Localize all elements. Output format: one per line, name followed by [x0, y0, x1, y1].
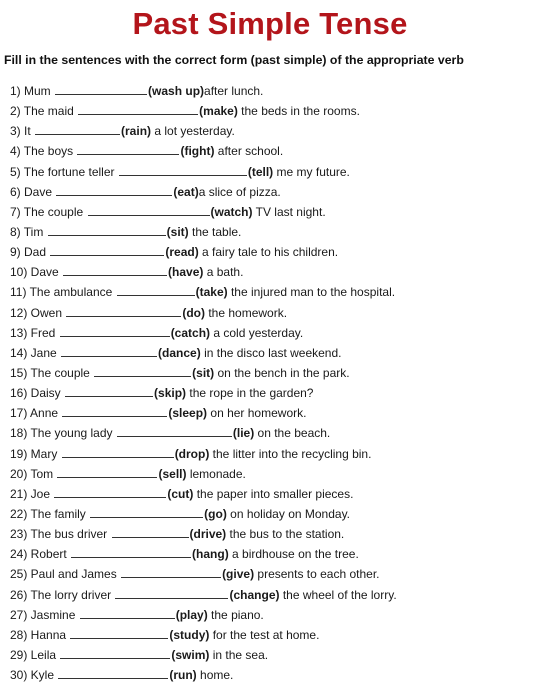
verb-hint: (sleep): [168, 406, 208, 421]
verb-hint: (hang): [192, 547, 229, 562]
verb-hint: (drive): [189, 527, 227, 542]
verb-hint: (swim): [171, 647, 210, 662]
exercise-subject: 13) Fred: [10, 325, 59, 340]
exercise-subject: 3) It: [10, 124, 35, 139]
exercise-subject: 19) Mary: [10, 446, 61, 461]
exercise-subject: 10) Dave: [10, 265, 63, 280]
exercise-item-6: [10, 182, 535, 202]
verb-hint: (go): [204, 506, 227, 521]
verb-hint: (change): [229, 587, 280, 602]
exercise-rest: the wheel of the lorry.: [279, 587, 397, 602]
exercise-rest: a bath.: [203, 265, 244, 280]
exercise-subject: 16) Daisy: [10, 386, 65, 401]
exercise-item-9: [10, 242, 535, 262]
exercise-subject: 25) Paul and James: [10, 567, 121, 582]
exercise-rest: a lot yesterday.: [151, 124, 235, 139]
answer-blank[interactable]: [117, 424, 232, 437]
answer-blank[interactable]: [90, 505, 203, 518]
verb-hint: (cut): [167, 486, 194, 501]
verb-hint: (sell): [158, 466, 187, 481]
exercise-subject: 15) The couple: [10, 365, 94, 380]
verb-hint: (drop): [174, 446, 210, 461]
exercise-item-1: [10, 81, 535, 101]
exercise-item-12: [10, 303, 535, 323]
verb-hint: (watch): [210, 204, 253, 219]
exercise-item-23: [10, 524, 535, 544]
answer-blank[interactable]: [61, 344, 157, 357]
exercise-subject: 1) Mum: [10, 84, 55, 98]
exercise-rest: in the disco last weekend.: [200, 345, 342, 360]
exercise-subject: 17) Anne: [10, 406, 62, 421]
exercise-item-17: [10, 403, 535, 423]
exercise-rest: the litter into the recycling bin.: [209, 446, 372, 461]
exercise-subject: 28) Hanna: [10, 627, 70, 642]
exercise-rest: the paper into smaller pieces.: [193, 486, 354, 501]
exercise-item-10: [10, 262, 535, 282]
answer-blank[interactable]: [50, 243, 164, 256]
answer-blank[interactable]: [62, 445, 174, 458]
exercise-rest: TV last night.: [252, 204, 326, 219]
verb-hint: (play): [175, 607, 208, 622]
verb-hint: (tell): [247, 164, 274, 179]
exercise-rest: a fairy tale to his children.: [198, 245, 339, 260]
exercise-item-20: [10, 464, 535, 484]
exercise-rest: after lunch.: [204, 84, 264, 98]
exercise-item-22: [10, 504, 535, 524]
exercise-item-25: [10, 564, 535, 584]
exercise-item-16: [10, 383, 535, 403]
exercise-rest: on the beach.: [254, 426, 331, 441]
exercise-item-19: [10, 444, 535, 464]
verb-hint: (study): [169, 627, 210, 642]
verb-hint: (run): [169, 668, 197, 683]
answer-blank[interactable]: [66, 304, 181, 317]
answer-blank[interactable]: [78, 102, 198, 115]
exercise-item-13: [10, 323, 535, 343]
exercise-item-3: [10, 121, 535, 141]
exercise-subject: 30) Kyle: [10, 668, 58, 683]
answer-blank[interactable]: [70, 626, 168, 639]
exercise-item-8: [10, 222, 535, 242]
exercise-rest: the injured man to the hospital.: [227, 285, 396, 300]
answer-blank[interactable]: [48, 223, 166, 236]
verb-hint: (dance): [158, 345, 201, 360]
exercise-rest: me my future.: [273, 164, 350, 179]
exercise-subject: 20) Tom: [10, 466, 57, 481]
exercise-subject: 11) The ambulance: [10, 285, 116, 300]
exercise-item-7: [10, 202, 535, 222]
exercise-item-5: [10, 162, 535, 182]
verb-hint: (eat): [173, 184, 199, 199]
exercise-subject: 27) Jasmine: [10, 607, 79, 622]
exercise-subject: 23) The bus driver: [10, 527, 111, 542]
answer-blank[interactable]: [71, 545, 191, 558]
answer-blank[interactable]: [65, 384, 153, 397]
exercise-subject: 18) The young lady: [10, 426, 116, 441]
verb-hint: (give): [222, 567, 255, 582]
answer-blank[interactable]: [56, 183, 172, 196]
exercise-subject: 24) Robert: [10, 547, 71, 562]
exercise-rest: the bus to the station.: [226, 527, 345, 542]
verb-hint: (sit): [192, 365, 215, 380]
exercise-rest: the rope in the garden?: [186, 386, 314, 401]
answer-blank[interactable]: [35, 122, 120, 135]
answer-blank[interactable]: [60, 646, 170, 659]
verb-hint: (catch): [170, 325, 211, 340]
answer-blank[interactable]: [55, 82, 147, 95]
answer-blank[interactable]: [88, 203, 210, 216]
answer-blank[interactable]: [77, 142, 179, 155]
verb-hint: (lie): [232, 426, 255, 441]
exercise-list: [10, 81, 535, 685]
verb-hint: (fight): [180, 144, 215, 159]
exercise-item-4: [10, 141, 535, 161]
answer-blank[interactable]: [80, 606, 175, 619]
verb-hint: (have): [168, 265, 204, 280]
exercise-subject: 12) Owen: [10, 305, 66, 320]
verb-hint: (wash up): [148, 84, 205, 98]
answer-blank[interactable]: [57, 465, 157, 478]
verb-hint: (do): [182, 305, 206, 320]
verb-hint: (skip): [154, 386, 187, 401]
verb-hint: (read): [165, 245, 199, 260]
exercise-item-15: [10, 363, 535, 383]
answer-blank[interactable]: [112, 525, 189, 538]
exercise-rest: home.: [196, 668, 234, 683]
answer-blank[interactable]: [60, 324, 170, 337]
answer-blank[interactable]: [63, 263, 167, 276]
exercise-rest: on holiday on Monday.: [226, 506, 351, 521]
answer-blank[interactable]: [58, 666, 168, 679]
page-title: Past Simple Tense: [132, 6, 408, 41]
verb-hint: (rain): [121, 124, 152, 139]
exercise-subject: 6) Dave: [10, 184, 56, 199]
answer-blank[interactable]: [54, 485, 166, 498]
exercise-subject: 4) The boys: [10, 144, 77, 159]
exercise-subject: 29) Leila: [10, 647, 60, 662]
exercise-rest: in the sea.: [209, 647, 269, 662]
exercise-subject: 8) Tim: [10, 224, 47, 239]
exercise-item-27: [10, 605, 535, 625]
answer-blank[interactable]: [117, 283, 195, 296]
exercise-item-2: [10, 101, 535, 121]
verb-hint: (sit): [166, 224, 189, 239]
exercise-item-11: [10, 282, 535, 302]
verb-hint: (make): [199, 104, 238, 119]
exercise-subject: 9) Dad: [10, 245, 50, 260]
exercise-item-24: [10, 544, 535, 564]
answer-blank[interactable]: [115, 586, 228, 599]
exercise-subject: 22) The family: [10, 506, 90, 521]
answer-blank[interactable]: [121, 565, 221, 578]
exercise-item-26: [10, 585, 535, 605]
exercise-rest: a cold yesterday.: [210, 325, 304, 340]
exercise-rest: the table.: [188, 224, 242, 239]
exercise-subject: 7) The couple: [10, 204, 87, 219]
exercise-item-14: [10, 343, 535, 363]
answer-blank[interactable]: [94, 364, 191, 377]
exercise-item-28: [10, 625, 535, 645]
exercise-rest: the homework.: [205, 305, 288, 320]
exercise-rest: presents to each other.: [254, 567, 380, 582]
exercise-item-29: [10, 645, 535, 665]
exercise-rest: for the test at home.: [209, 627, 320, 642]
exercise-rest: after school.: [214, 144, 284, 159]
exercise-rest: on her homework.: [207, 406, 307, 421]
exercise-rest: lemonade.: [186, 466, 246, 481]
exercise-rest: the piano.: [207, 607, 264, 622]
exercise-rest: a birdhouse on the tree.: [228, 547, 359, 562]
instructions: Fill in the sentences with the correct form (past simple) of the appropriate verb: [4, 53, 464, 67]
exercise-rest: a slice of pizza.: [198, 184, 281, 199]
exercise-subject: 26) The lorry driver: [10, 587, 115, 602]
exercise-subject: 14) Jane: [10, 345, 61, 360]
exercise-item-30: [10, 665, 535, 685]
exercise-rest: on the bench in the park.: [214, 365, 350, 380]
answer-blank[interactable]: [62, 404, 167, 417]
exercise-rest: the beds in the rooms.: [237, 104, 360, 119]
exercise-subject: 5) The fortune teller: [10, 164, 118, 179]
exercise-item-18: [10, 423, 535, 443]
verb-hint: (take): [195, 285, 228, 300]
exercise-item-21: [10, 484, 535, 504]
answer-blank[interactable]: [119, 163, 247, 176]
exercise-subject: 21) Joe: [10, 486, 54, 501]
exercise-subject: 2) The maid: [10, 104, 78, 119]
